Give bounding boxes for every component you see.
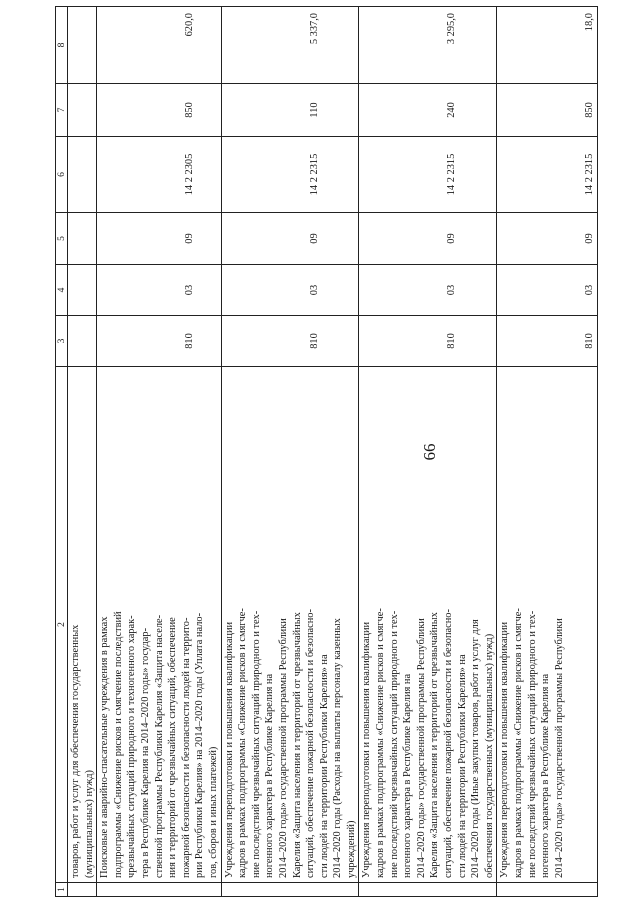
amount-cell: 620,0 [97,7,221,84]
text-line: кадров в рамках подпрограммы «Снижение рисков и смягче- [237,608,249,878]
target-article-cell: 14 2 2315 [497,137,598,213]
target-article-cell: 14 2 2315 [359,137,497,213]
header-cell: 1 [56,883,68,897]
amount-cell: 3 295,0 [359,7,497,84]
text-line: ногенного характера в Республике Карелия на [264,673,276,878]
expense-type-cell: 240 [359,84,497,137]
text-line: 2014–2020 годы (Иные закупки товаров, работ и услуг для [470,619,482,878]
description-cell [221,367,359,883]
row-number-cell [68,883,97,897]
table-row [68,7,97,897]
amount-cell: 18,0 [497,7,598,84]
text-line: ние последствий чрезвычайных ситуаций природного и тех- [250,610,262,878]
table-row [497,7,598,897]
text-line: (муниципальных) нужд) [83,769,95,878]
text-line: Учреждения переподготовки и повышения квалификации [361,621,373,878]
section-cell: 03 [497,265,598,316]
text-line: ственной программы Республики Карелия «Защита населе- [153,614,165,878]
expense-type-cell: 110 [221,84,359,137]
text-line: гов, сборов и иных платежей) [207,746,219,878]
text-line: ногенного характера в Республике Карелия на [402,673,414,878]
text-line: ногенного характера в Республике Карелия на [540,673,552,878]
empty-cell [68,213,97,265]
empty-cell [68,84,97,137]
header-cell: 6 [56,137,68,213]
subsection-cell: 09 [97,213,221,265]
text-line: обеспечения государственных (муниципальных) нужд) [483,633,495,878]
text-line: подпрограммы «Снижение рисков и смягчение последствий [112,611,124,878]
subsection-cell: 09 [497,213,598,265]
header-row [56,7,68,897]
row-number-cell [97,883,221,897]
header-cell: 4 [56,265,68,316]
section-cell: 03 [221,265,359,316]
table-row [221,7,359,897]
text-line: чрезвычайных ситуаций природного и техногенного харак- [126,615,138,878]
text-line: Учреждения переподготовки и повышения квалификации [223,621,235,878]
text-line: рии Республики Карелия» на 2014–2020 годы (Уплата нало- [194,612,206,878]
target-article-cell: 14 2 2315 [221,137,359,213]
subsection-cell: 09 [221,213,359,265]
text-line: учреждений) [345,820,357,878]
ministry-code-cell: 810 [221,316,359,367]
text-line: ния и территорий от чрезвычайных ситуаций, обеспечение [167,617,179,878]
text-line: Учреждения переподготовки и повышения квалификации [499,621,511,878]
section-cell: 03 [97,265,221,316]
description-cell [68,367,97,883]
text-line: 2014–2020 годы» государственной программы Республики [553,618,565,878]
table-row [359,7,497,897]
row-number-cell [221,883,359,897]
text-line: сти людей на территории Республики Карелия» на [456,654,468,878]
header-cell: 2 [56,367,68,883]
row-number-cell [359,883,497,897]
budget-table [55,6,598,897]
page-number: 66 [420,443,439,461]
text-line: 2014–2020 годы» государственной программы Республики [277,618,289,878]
expense-type-cell: 850 [497,84,598,137]
ministry-code-cell: 810 [497,316,598,367]
text-line: ние последствий чрезвычайных ситуаций природного и тех- [526,610,538,878]
subsection-cell: 09 [359,213,497,265]
header-cell: 8 [56,7,68,84]
table-row [97,7,221,897]
text-line: кадров в рамках подпрограммы «Снижение рисков и смягче- [513,608,524,878]
text-line: сти людей на территории Республики Карелия» на [318,654,330,878]
text-line: ситуаций, обеспечение пожарной безопасности и безопасно- [305,609,317,878]
expense-type-cell: 850 [97,84,221,137]
empty-cell [68,137,97,213]
header-cell: 7 [56,84,68,137]
ministry-code-cell: 810 [359,316,497,367]
text-line: Карелия «Защита населения и территорий от чрезвычайных [291,612,303,878]
empty-cell [68,7,97,84]
text-line: ние последствий чрезвычайных ситуаций природного и тех- [388,610,400,878]
text-line: ситуаций, обеспечение пожарной безопасности и безопасно- [443,609,455,878]
ministry-code-cell: 810 [97,316,221,367]
empty-cell [68,316,97,367]
section-cell: 03 [359,265,497,316]
text-line: пожарной безопасности и безопасности людей на террито- [180,617,192,878]
description-cell [497,367,598,883]
text-line: 2014–2020 годы (Расходы на выплаты персоналу казенных [332,618,344,878]
empty-cell [68,265,97,316]
target-article-cell: 14 2 2305 [97,137,221,213]
text-line: тера в Республике Карелия на 2014–2020 годы» государ- [139,627,151,878]
description-cell [97,367,221,883]
text-line: товаров, работ и услуг для обеспечения государственных [70,624,81,878]
text-line: Поисковые и аварийно-спасательные учреждения в рамках [99,616,111,878]
text-line: Карелия «Защита населения и территорий от чрезвычайных [429,612,441,878]
row-number-cell [497,883,598,897]
description-cell [359,367,497,883]
text-line: кадров в рамках подпрограммы «Снижение рисков и смягче- [375,608,387,878]
header-cell: 5 [56,213,68,265]
text-line: 2014–2020 годы» государственной программы Республики [415,618,427,878]
amount-cell: 5 337,0 [221,7,359,84]
header-cell: 3 [56,316,68,367]
